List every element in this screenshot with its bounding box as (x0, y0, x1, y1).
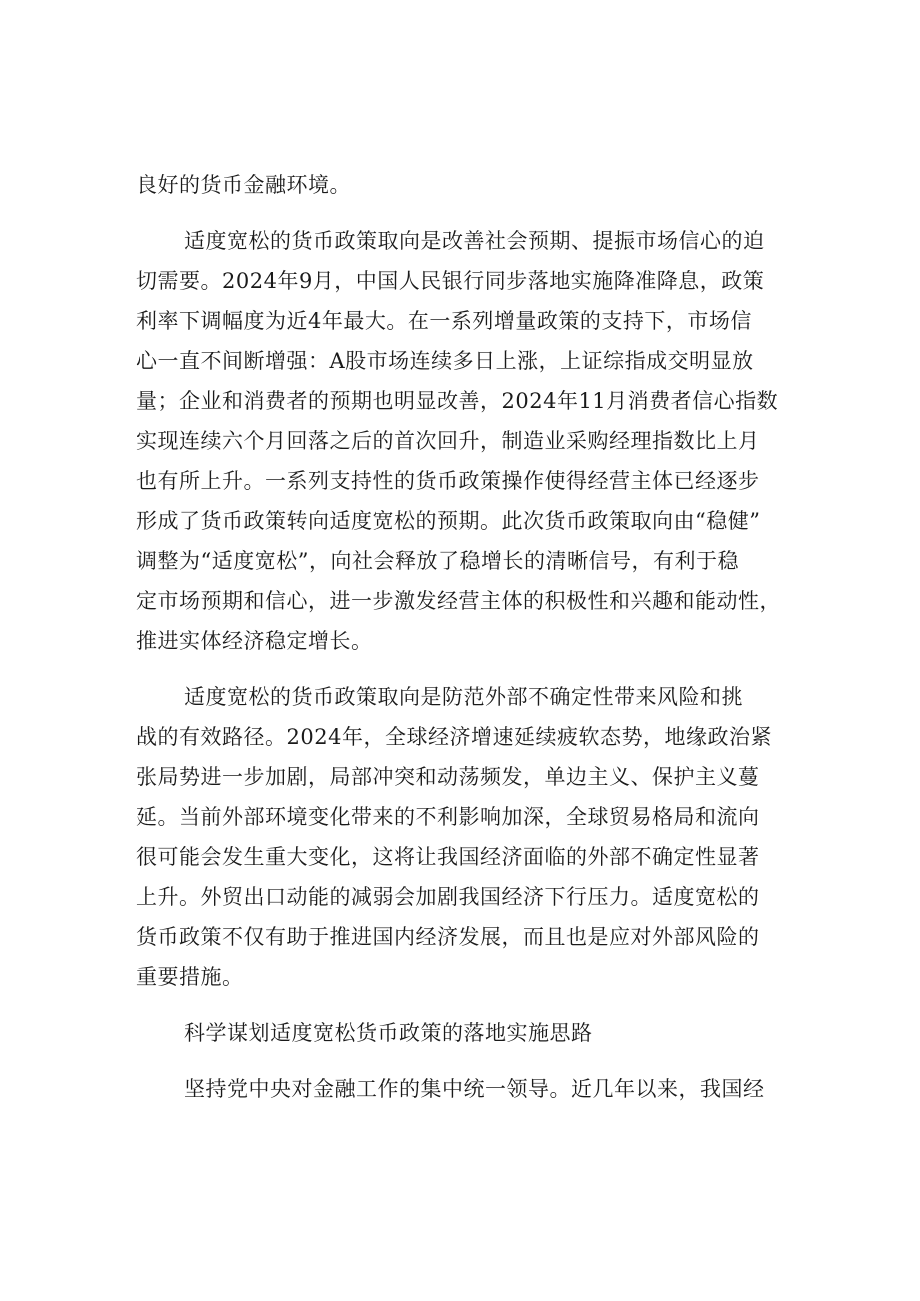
paragraph-3-line-3: 张局势进一步加剧，局部冲突和动荡频发，单边主义、保护主义蔓 (136, 765, 760, 789)
paragraph-2-line-11: 推进实体经济稳定增长。 (136, 629, 373, 653)
paragraph-3-line-1: 适度宽松的货币政策取向是防范外部不确定性带来风险和挑 (184, 685, 743, 709)
paragraph-3-line-4: 延。当前外部环境变化带来的不利影响加深，全球贸易格局和流向 (136, 805, 760, 829)
paragraph-2-line-10: 定市场预期和信心，进一步激发经营主体的积极性和兴趣和能动性， (136, 589, 781, 613)
paragraph-2-line-4: 心一直不间断增强：A股市场连续多日上涨，上证综指成交明显放 (136, 349, 754, 373)
paragraph-1-line-1: 良好的货币金融环境。 (136, 173, 351, 197)
paragraph-2-line-7: 也有所上升。一系列支持性的货币政策操作使得经营主体已经逐步 (136, 469, 760, 493)
paragraph-3-line-7: 货币政策不仅有助于推进国内经济发展，而且也是应对外部风险的 (136, 925, 760, 949)
paragraph-2-line-2: 切需要。2024年9月，中国人民银行同步落地实施降准降息，政策 (136, 269, 765, 293)
paragraph-2-line-8: 形成了货币政策转向适度宽松的预期。此次货币政策取向由“稳健” (136, 509, 761, 533)
paragraph-3-line-6: 上升。外贸出口动能的减弱会加剧我国经济下行压力。适度宽松的 (136, 885, 760, 909)
paragraph-2-line-1: 适度宽松的货币政策取向是改善社会预期、提振市场信心的迫 (184, 229, 765, 253)
paragraph-2-line-5: 量；企业和消费者的预期也明显改善，2024年11月消费者信心指数 (136, 389, 779, 413)
paragraph-3-line-8: 重要措施。 (136, 965, 244, 989)
paragraph-2-line-6: 实现连续六个月回落之后的首次回升，制造业采购经理指数比上月 (136, 429, 760, 453)
paragraph-3-line-2: 战的有效路径。2024年，全球经济增速延续疲软态势，地缘政治紧 (136, 725, 772, 749)
paragraph-4-line-1: 坚持党中央对金融工作的集中统一领导。近几年以来，我国经 (184, 1077, 765, 1101)
paragraph-2-line-9: 调整为“适度宽松”，向社会释放了稳增长的清晰信号，有利于稳 (136, 549, 739, 573)
section-heading: 科学谋划适度宽松货币政策的落地实施思路 (184, 1021, 593, 1045)
paragraph-3-line-5: 很可能会发生重大变化，这将让我国经济面临的外部不确定性显著 (136, 845, 760, 869)
paragraph-2-line-3: 利率下调幅度为近4年最大。在一系列增量政策的支持下，市场信 (136, 309, 752, 333)
